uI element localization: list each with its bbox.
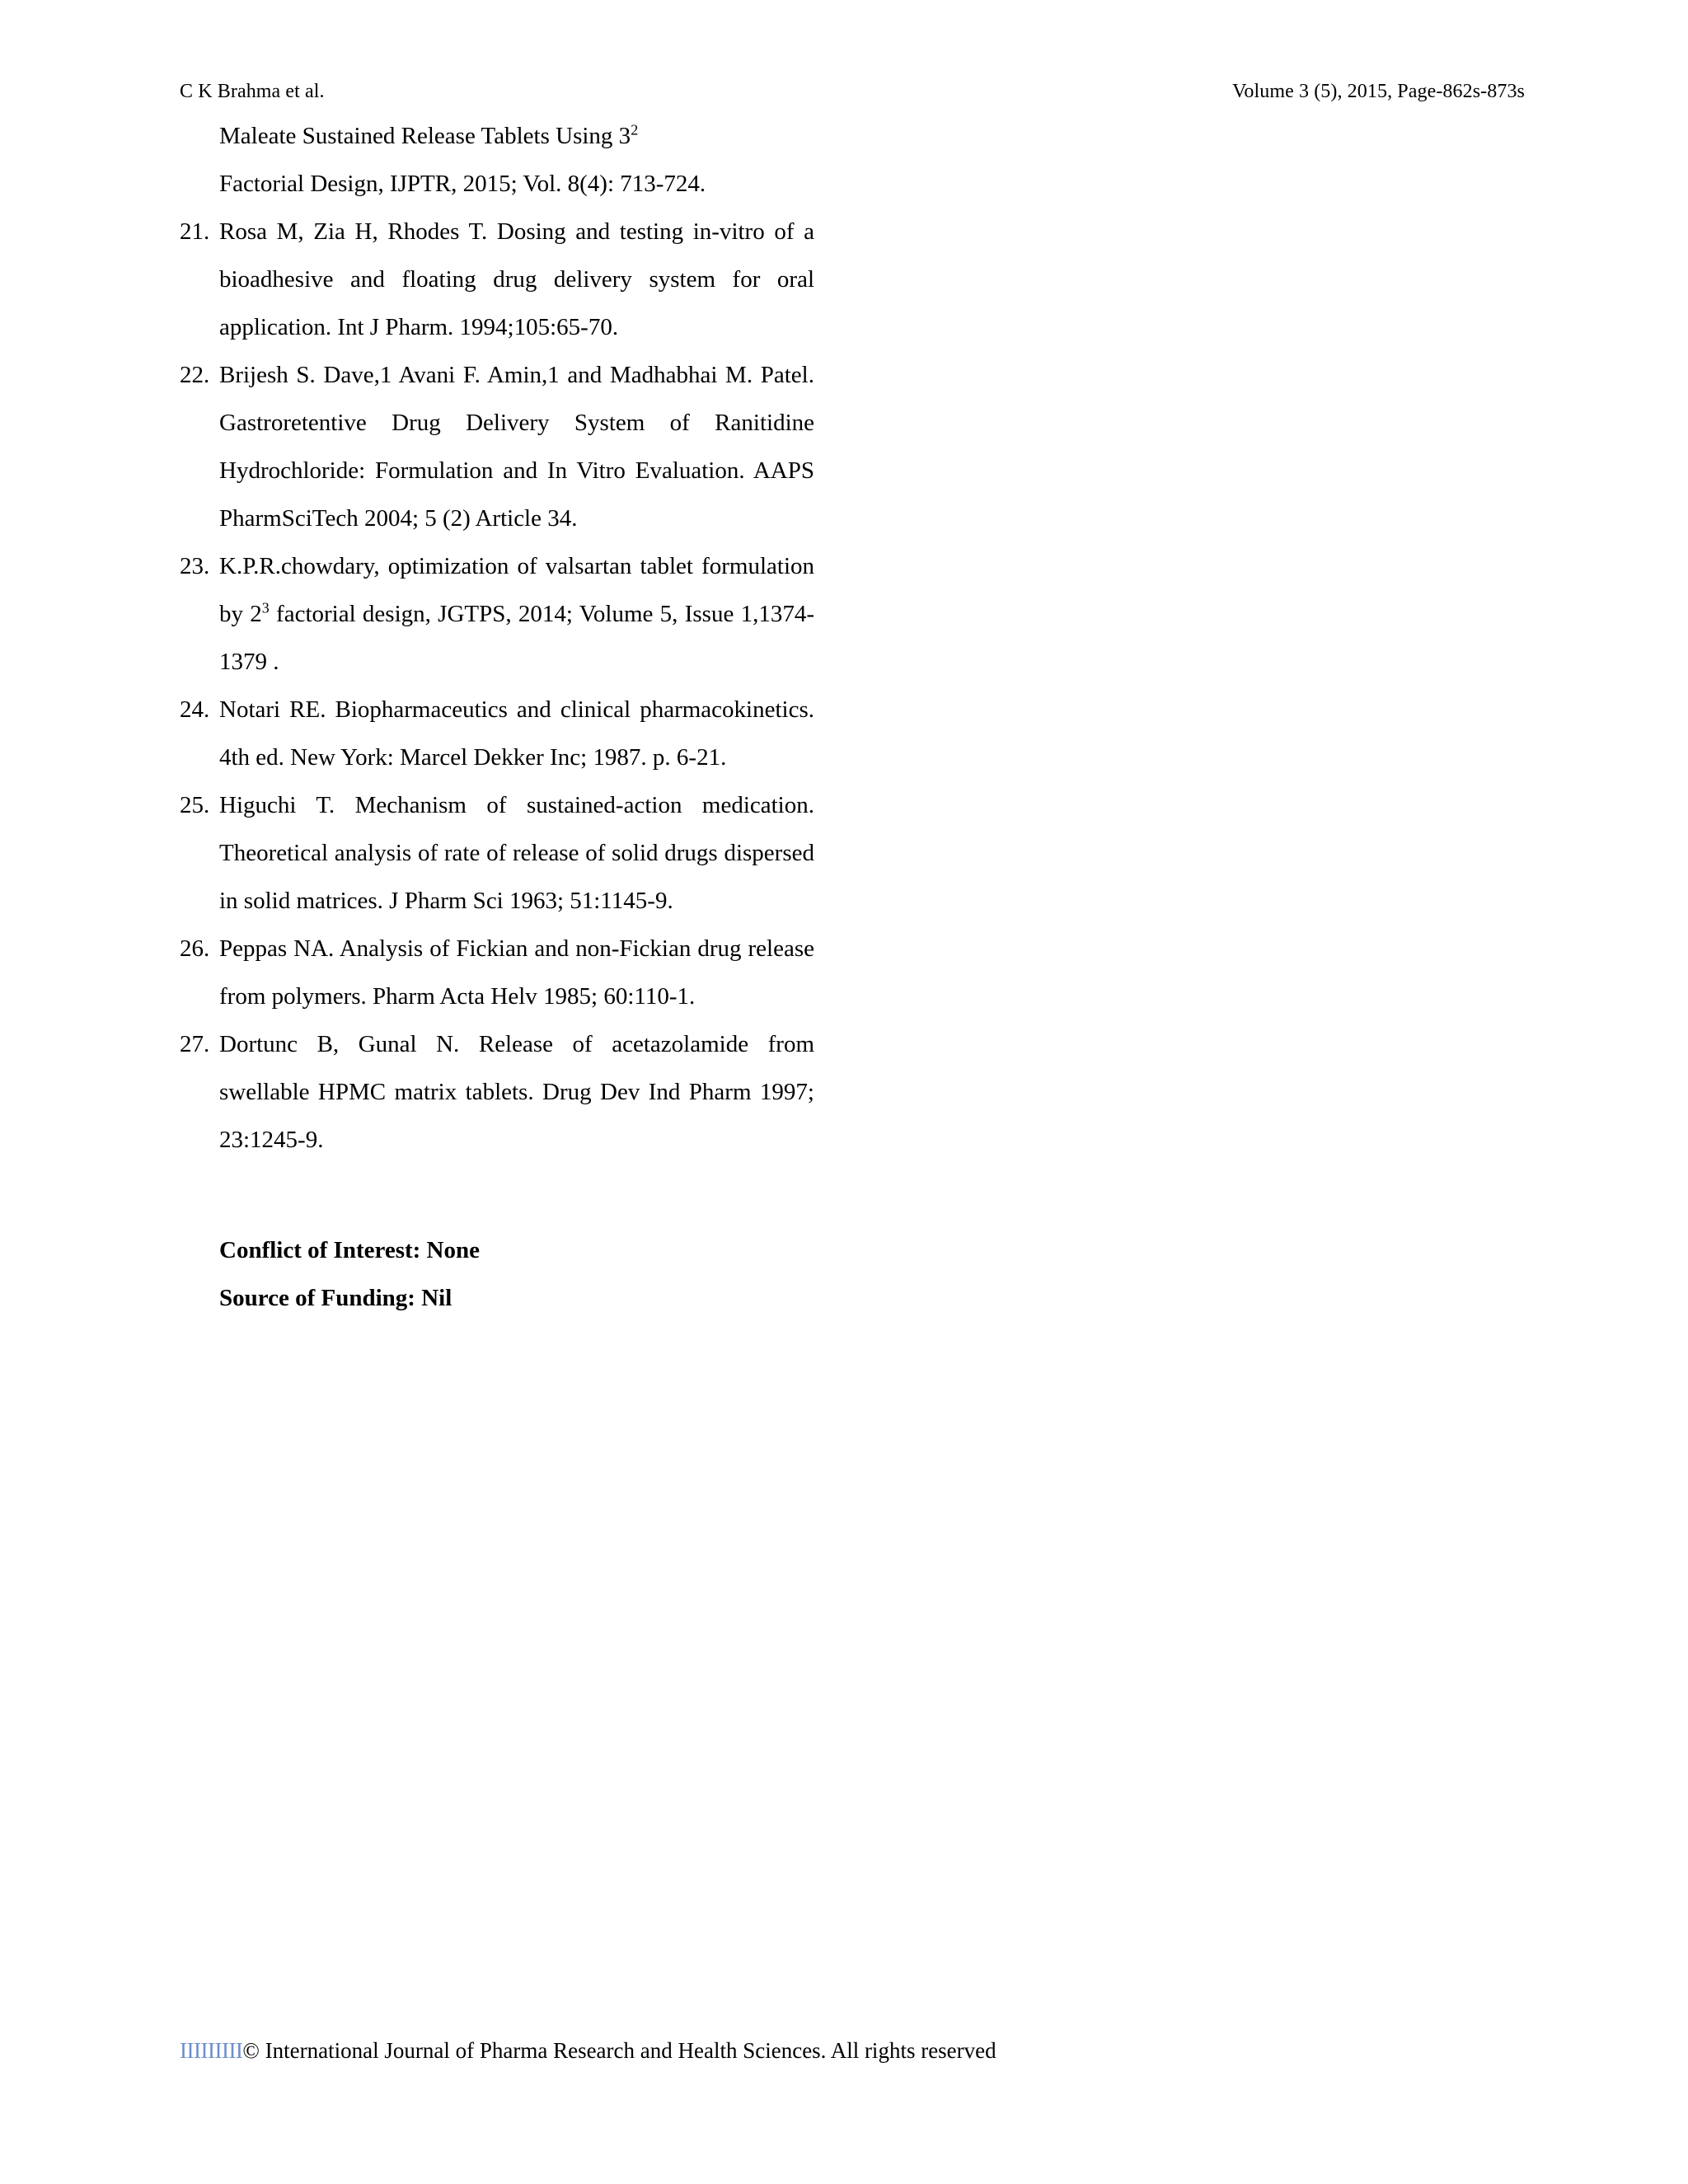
reference-item-24 — [180, 686, 814, 781]
reference-list — [180, 208, 814, 1164]
conflict-of-interest-statement: Conflict of Interest: None — [219, 1237, 480, 1263]
reference-column — [180, 112, 814, 1322]
reference-number-24: 24. — [180, 696, 210, 723]
reference-number-23: 23. — [180, 553, 210, 579]
footer-copyright-text: © International Journal of Pharma Research and Health Sciences. All rights reserved — [242, 2038, 996, 2063]
reference-item-23 — [180, 542, 814, 686]
reference-number-27: 27. — [180, 1031, 210, 1057]
reference-text-21: Rosa M, Zia H, Rhodes T. Dosing and testing in-vitro of a bioadhesive and floating drug delivery system for oral application. Int J Pharm. 1994;105:65-70. — [219, 218, 814, 340]
declarations — [219, 1226, 814, 1322]
superscript-exponent: 3 — [261, 599, 270, 616]
reference-item-27 — [180, 1020, 814, 1164]
continued-reference-text-1: Maleate Sustained Release Tablets Using 3 — [219, 123, 631, 149]
reference-text-23-part-2: factorial design, JGTPS, 2014; Volume 5, Issue 1,1374-1379 . — [219, 601, 814, 675]
reference-text-25: Higuchi T. Mechanism of sustained-action medication. Theoretical analysis of rate of release of solid drugs dispersed in solid matrices. J Pharm Sci 1963; 51:1145-9. — [219, 792, 814, 914]
reference-text-22: Brijesh S. Dave,1 Avani F. Amin,1 and Madhabhai M. Patel. Gastroretentive Drug Delivery System of Ranitidine Hydrochloride: Formulation and In Vitro Evaluation. AAPS PharmSciTech 2004; 5 (2) Article 34. — [219, 362, 814, 532]
page-footer — [180, 2036, 1531, 2065]
reference-text-24: Notari RE. Biopharmaceutics and clinical pharmacokinetics. 4th ed. New York: Marcel Dekker Inc; 1987. p. 6-21. — [219, 696, 814, 771]
reference-number-22: 22. — [180, 362, 210, 388]
reference-text-23-part-1: K.P.R.chowdary, optimization of valsartan tablet formulation by 2 — [219, 553, 814, 627]
continued-reference-line-1 — [219, 112, 814, 160]
running-head — [180, 81, 1525, 109]
running-head-volume-pages: Volume 3 (5), 2015, Page-862s-873s — [1232, 81, 1525, 102]
superscript-exponent: 2 — [631, 121, 639, 138]
reference-number-25: 25. — [180, 792, 210, 818]
reference-text-23 — [219, 542, 814, 686]
running-head-authors: C K Brahma et al. — [180, 81, 325, 102]
reference-item-22 — [180, 351, 814, 542]
reference-text-27: Dortunc B, Gunal N. Release of acetazolamide from swellable HPMC matrix tablets. Drug Dev Ind Pharm 1997; 23:1245-9. — [219, 1031, 814, 1153]
reference-item-25 — [180, 781, 814, 925]
source-of-funding-statement: Source of Funding: Nil — [219, 1285, 452, 1311]
reference-item-21 — [180, 208, 814, 351]
reference-text-26: Peppas NA. Analysis of Fickian and non-Fickian drug release from polymers. Pharm Acta Helv 1985; 60:110-1. — [219, 935, 814, 1010]
continued-reference-line-2: Factorial Design, IJPTR, 2015; Vol. 8(4): 713-724. — [219, 171, 706, 197]
reference-number-26: 26. — [180, 935, 210, 962]
reference-item-26 — [180, 925, 814, 1020]
footer-bar-marks: IIIIIIIII — [180, 2038, 243, 2063]
reference-number-21: 21. — [180, 218, 210, 245]
